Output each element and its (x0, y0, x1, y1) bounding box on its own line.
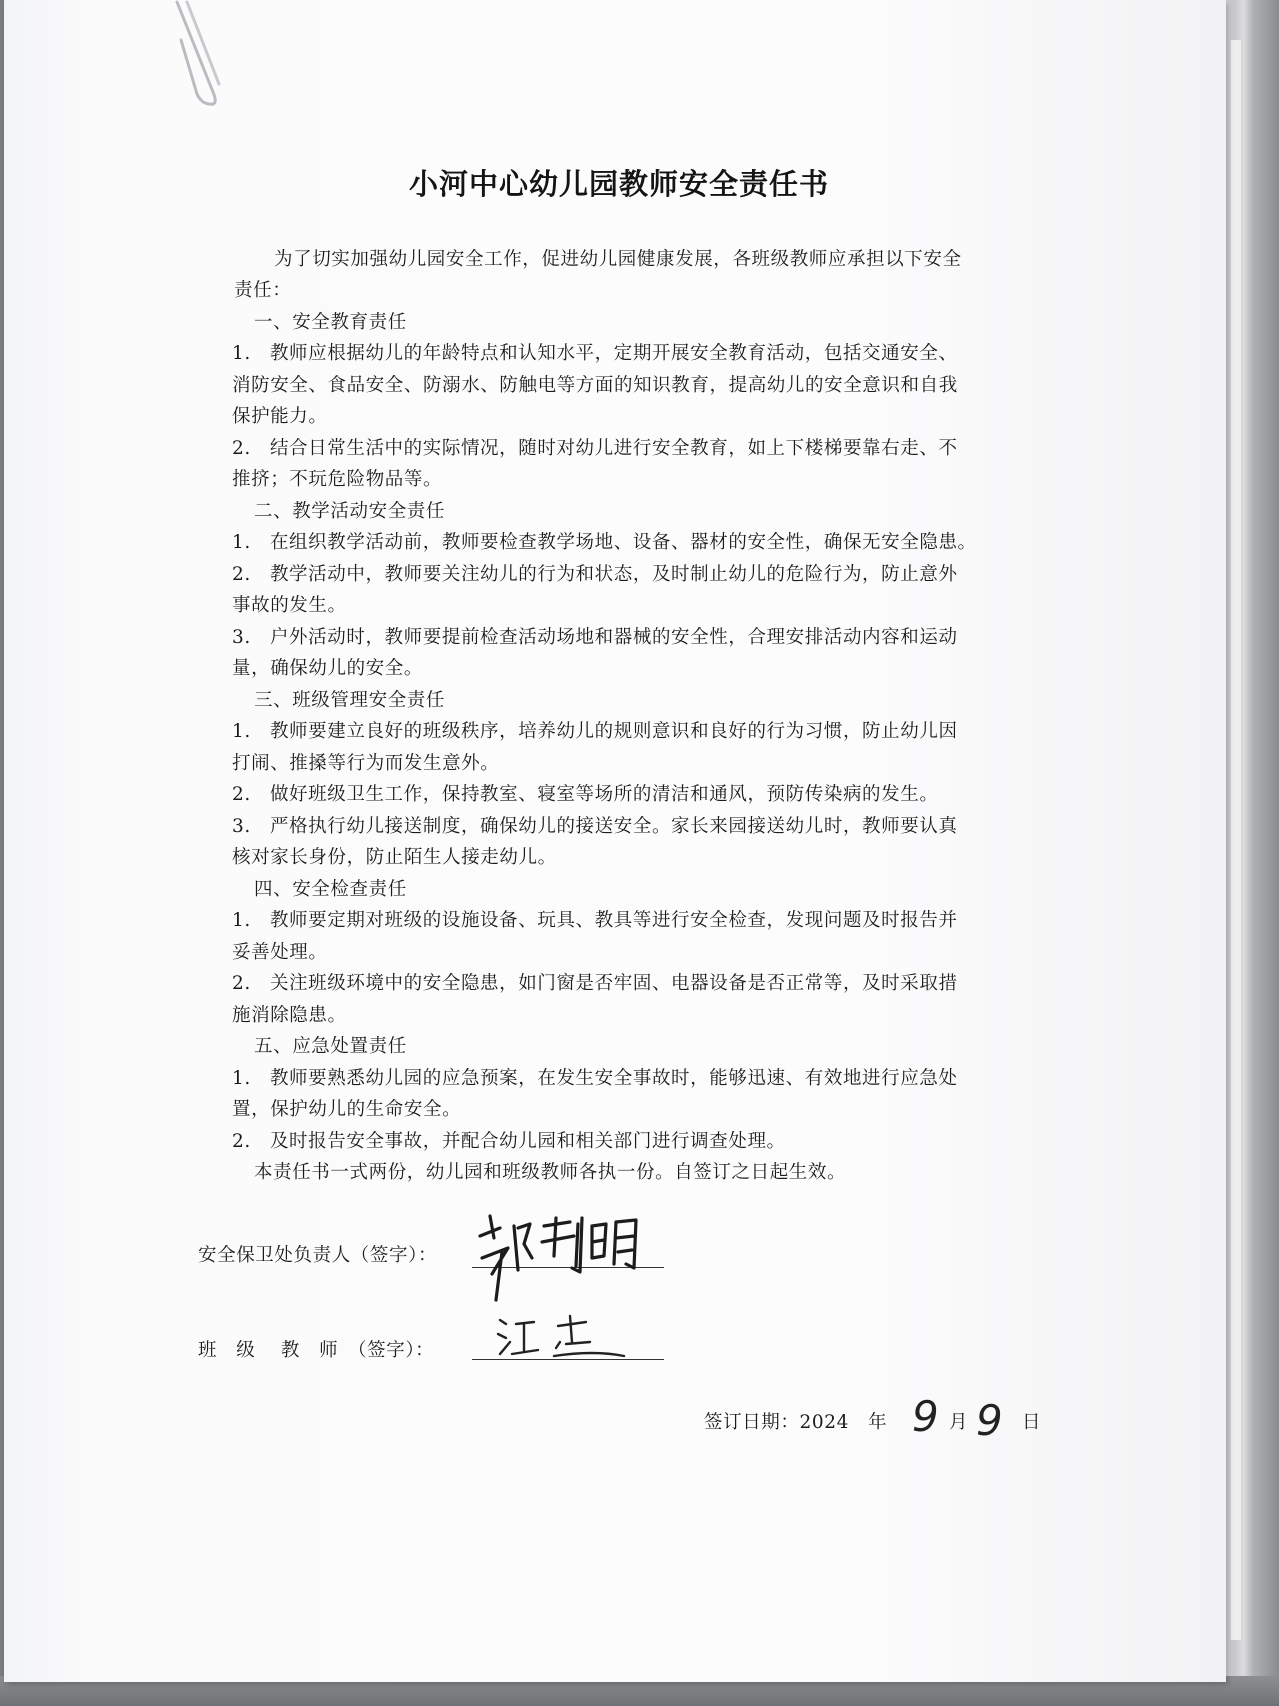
body-line-item: 消防安全、食品安全、防溺水、防触电等方面的知识教育，提高幼儿的安全意识和自我 (232, 375, 958, 396)
underlying-page-edge (1230, 40, 1241, 1640)
body-line-item: 1. 在组织教学活动前，教师要检查教学场地、设备、器材的安全性，确保无安全隐患。 (232, 532, 977, 553)
body-line-section-1-heading: 一、安全教育责任 (254, 312, 407, 333)
body-line-item: 2. 结合日常生活中的实际情况，随时对幼儿进行安全教育，如上下楼梯要靠右走、不 (232, 438, 958, 459)
paperclip-icon (169, 0, 249, 120)
document-title: 小河中心幼儿园教师安全责任书 (408, 167, 829, 201)
body-line-item: 3. 严格执行幼儿接送制度，确保幼儿的接送安全。家长来园接送幼儿时，教师要认真 (232, 816, 958, 837)
body-line-section-2-heading: 二、教学活动安全责任 (254, 501, 446, 522)
body-line-item: 1. 教师要定期对班级的设施设备、玩具、教具等进行安全检查，发现问题及时报告并 (232, 910, 958, 931)
body-line-item: 1. 教师要熟悉幼儿园的应急预案，在发生安全事故时，能够迅速、有效地进行应急处 (232, 1068, 958, 1089)
class-teacher-signature (494, 1312, 634, 1364)
signing-date-label: 签订日期：2024 年 (704, 1412, 888, 1433)
body-line-item: 施消除隐患。 (232, 1005, 347, 1026)
document-page (4, 0, 1226, 1682)
body-line-item: 妥善处理。 (232, 942, 328, 963)
body-line-section-3-heading: 三、班级管理安全责任 (254, 690, 446, 711)
body-line-item: 置，保护幼儿的生命安全。 (232, 1099, 462, 1120)
body-line-item: 2. 教学活动中，教师要关注幼儿的行为和状态，及时制止幼儿的危险行为，防止意外 (232, 564, 958, 585)
body-line-item: 事故的发生。 (232, 595, 347, 616)
security-officer-signature (472, 1208, 672, 1304)
body-line-closing-statement: 本责任书一式两份，幼儿园和班级教师各执一份。自签订之日起生效。 (254, 1162, 847, 1183)
body-line-item: 2. 关注班级环境中的安全隐患，如门窗是否牢固、电器设备是否正常等，及时采取措 (232, 973, 958, 994)
body-line-intro: 为了切实加强幼儿园安全工作，促进幼儿园健康发展，各班级教师应承担以下安全 (274, 249, 962, 270)
body-line-item: 1. 教师要建立良好的班级秩序，培养幼儿的规则意识和良好的行为习惯，防止幼儿因 (232, 721, 958, 742)
body-line-item: 保护能力。 (232, 406, 328, 427)
body-line-item: 推挤；不玩危险物品等。 (232, 469, 443, 490)
body-line-item: 3. 户外活动时，教师要提前检查活动场地和器械的安全性，合理安排活动内容和运动 (232, 627, 958, 648)
body-line-intro-cont: 责任： (234, 280, 292, 301)
body-line-section-5-heading: 五、应急处置责任 (254, 1036, 407, 1057)
signing-day-handwritten: 9 (976, 1396, 1004, 1445)
signing-month-unit: 月 (949, 1412, 969, 1433)
signing-month-handwritten: 9 (912, 1392, 940, 1441)
class-teacher-label: 班 级 教 师 （签字）： (198, 1340, 435, 1361)
body-line-item: 核对家长身份，防止陌生人接走幼儿。 (232, 847, 557, 868)
body-line-item: 2. 做好班级卫生工作，保持教室、寝室等场所的清洁和通风，预防传染病的发生。 (232, 784, 939, 805)
body-line-item: 打闹、推搡等行为而发生意外。 (232, 753, 500, 774)
security-officer-label: 安全保卫处负责人（签字）： (198, 1245, 438, 1266)
signing-day-unit: 日 (1022, 1412, 1042, 1433)
body-line-item: 量，确保幼儿的安全。 (232, 658, 424, 679)
body-line-item: 1. 教师应根据幼儿的年龄特点和认知水平，定期开展安全教育活动，包括交通安全、 (232, 343, 958, 364)
body-line-item: 2. 及时报告安全事故，并配合幼儿园和相关部门进行调查处理。 (232, 1131, 786, 1152)
body-line-section-4-heading: 四、安全检查责任 (254, 879, 407, 900)
